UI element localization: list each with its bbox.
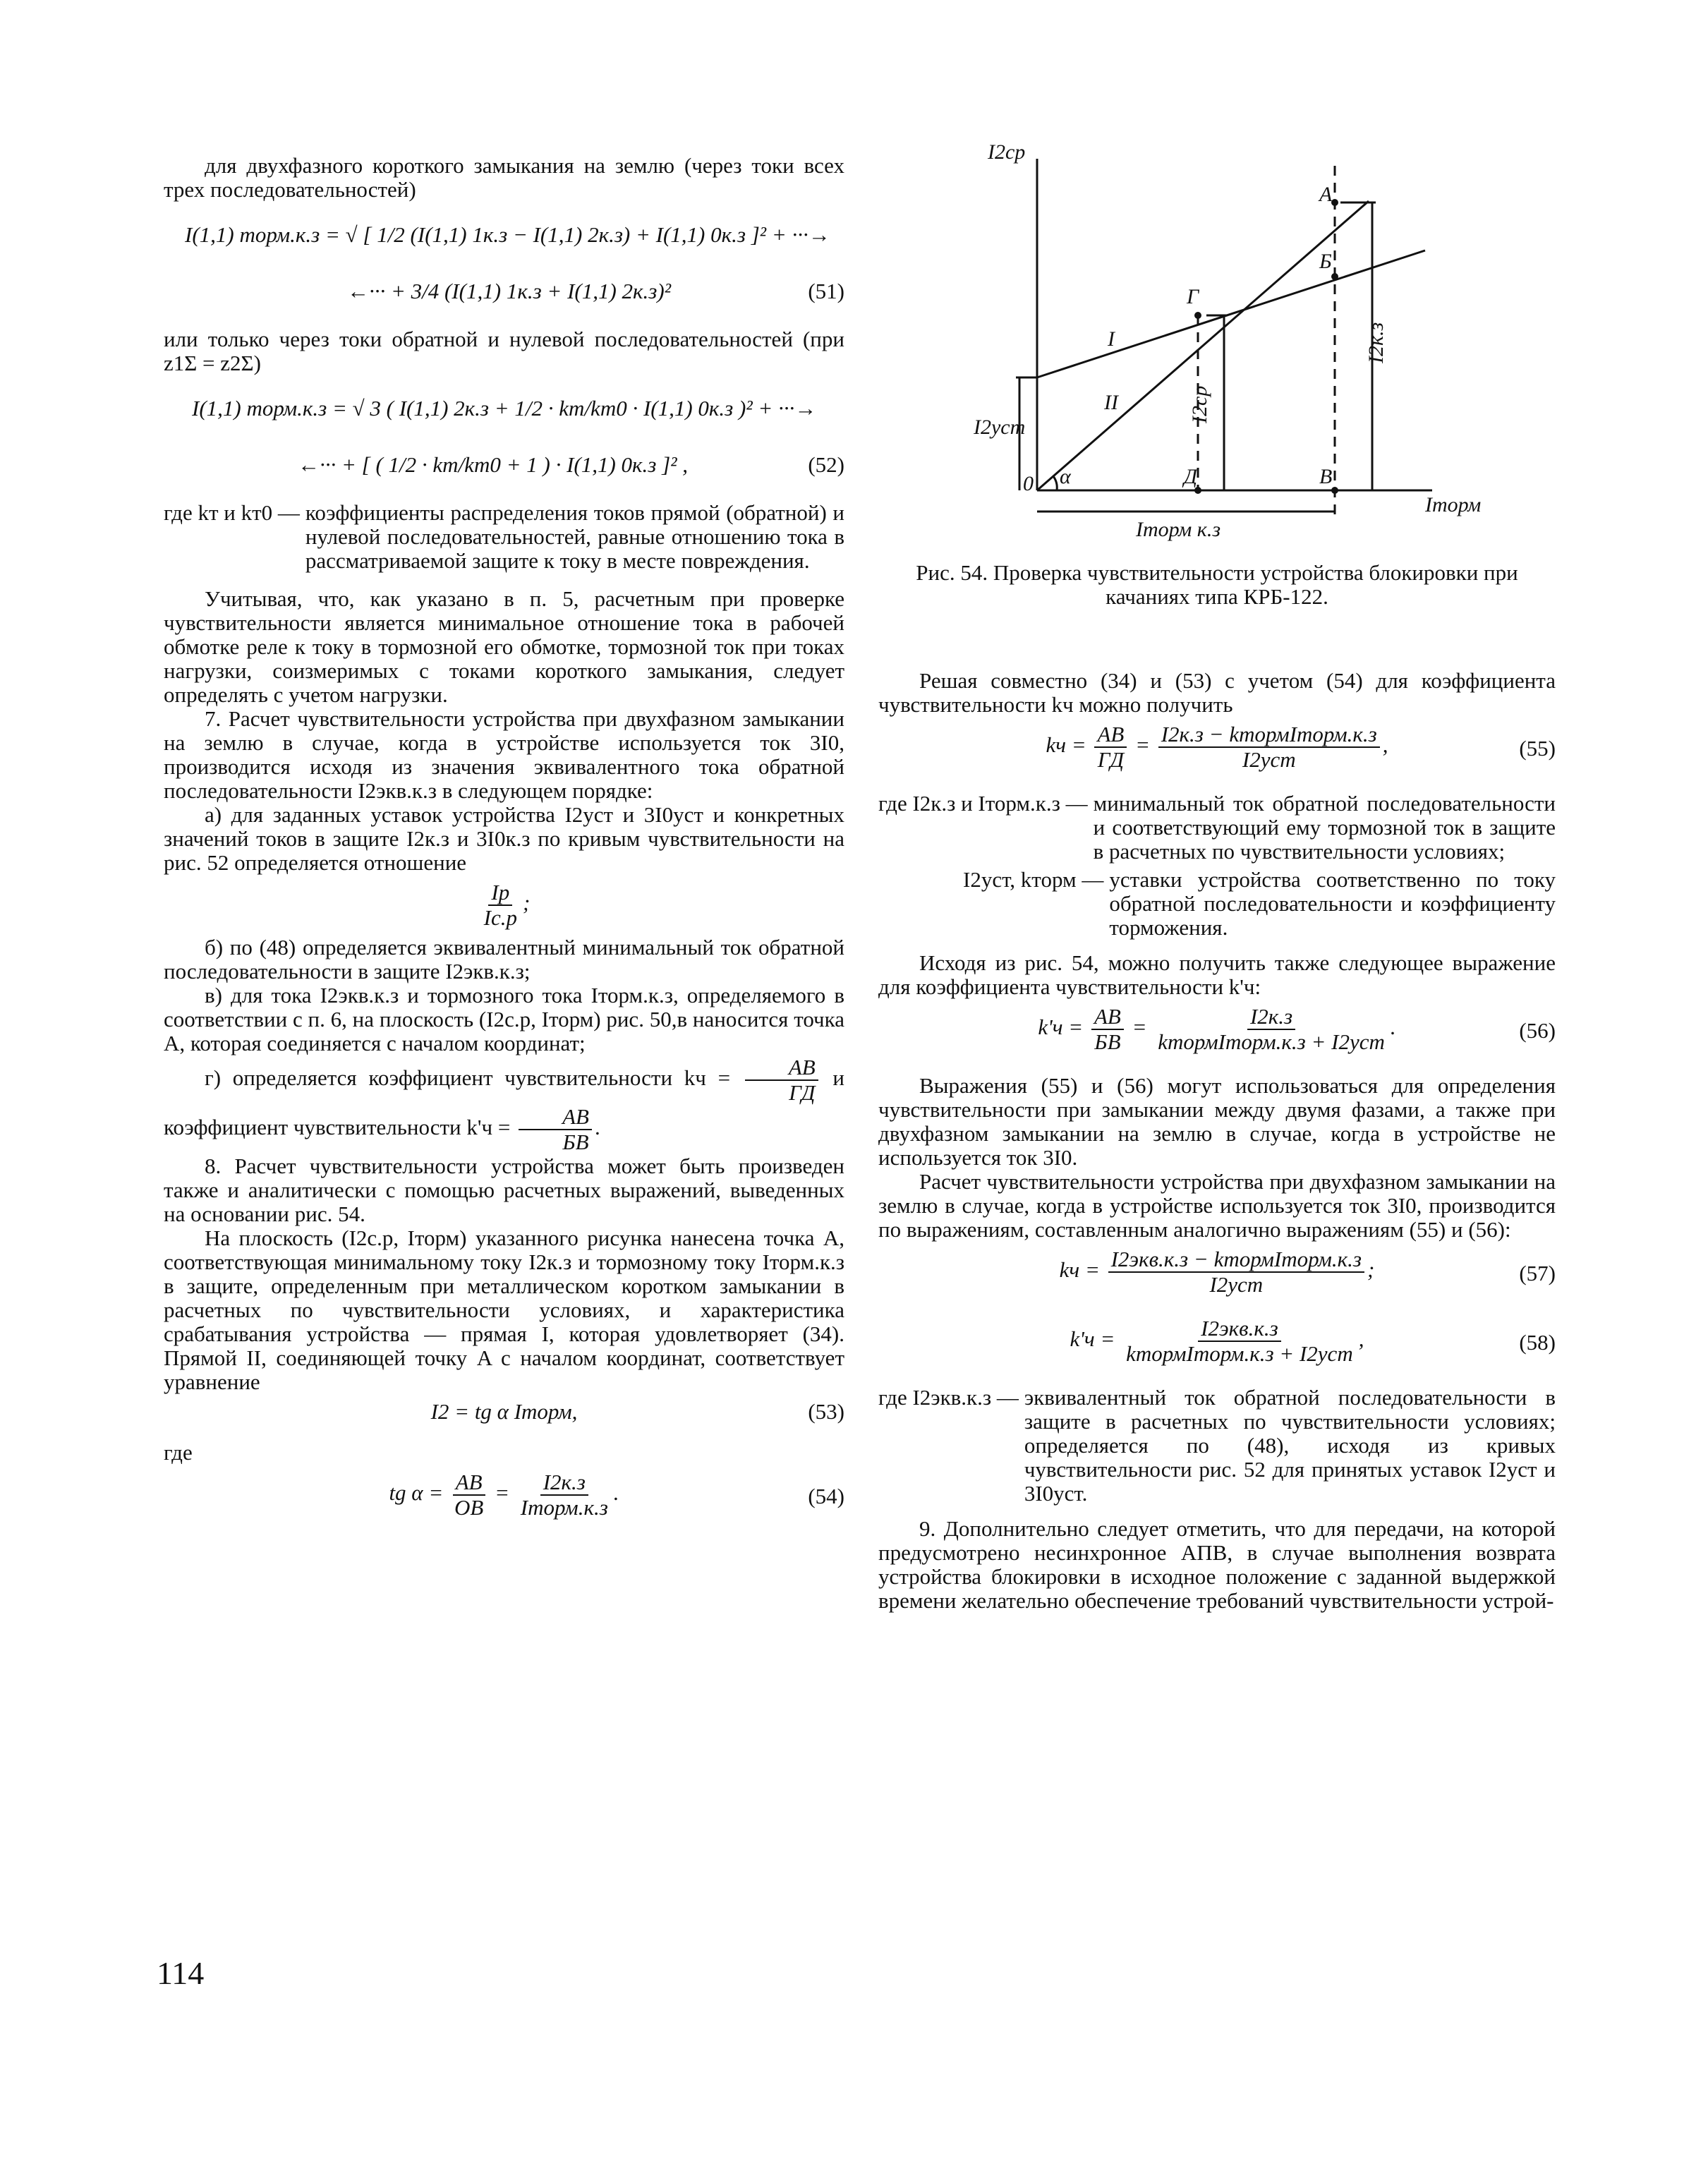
paragraph: 7. Расчет чувствительности устройства при двухфазном замыкании на землю в случае, когда в устройстве используется ток 3I0, производится исходя из значения эквивалентного тока обратной последовательности I2экв.к.з в следующем порядке: bbox=[164, 706, 844, 803]
equation-number: (58) bbox=[1519, 1330, 1556, 1355]
equals-sign: = bbox=[1132, 1015, 1147, 1040]
y-axis-label: I2ср bbox=[988, 140, 1026, 164]
paragraph bbox=[164, 1055, 844, 1154]
line-II bbox=[1037, 201, 1369, 490]
x-axis-label: Iторм bbox=[1425, 493, 1482, 516]
equation-51 bbox=[164, 216, 844, 322]
line-I-label: I bbox=[1108, 327, 1115, 351]
equation-lhs: k'ч = bbox=[1038, 1015, 1084, 1040]
point-V-marker bbox=[1331, 487, 1338, 494]
point-A-marker bbox=[1331, 199, 1338, 206]
equals-sign: = bbox=[495, 1480, 509, 1506]
fraction-denominator: OB bbox=[454, 1495, 484, 1520]
point-B-label: Б bbox=[1319, 250, 1332, 273]
paragraph: 8. Расчет чувствительности устройства может быть произведен также и аналитически с помощью расчетных выражений, выведенных на основании рис. 54. bbox=[164, 1154, 844, 1226]
definition bbox=[164, 501, 844, 573]
origin-label: 0 bbox=[1023, 472, 1034, 495]
equation-number: (54) bbox=[808, 1484, 844, 1508]
text-run: , bbox=[1382, 732, 1388, 758]
equation-line: I2 = tg α Iторм, bbox=[430, 1399, 578, 1424]
page-number: 114 bbox=[157, 1955, 205, 1991]
text-run: и коэффициент чувствительности k'ч = bbox=[164, 1065, 845, 1140]
paragraph: 9. Дополнительно следует отметить, что для передачи, на которой предусмотрено несинхронное АПВ, в случае выполнения возврата устройства блокировки в исходное положение с заданной выдержкой времени желательно обеспечение требований чувствительности устрой- bbox=[878, 1516, 1556, 1613]
equation-number: (56) bbox=[1519, 1018, 1556, 1043]
point-G-label: Г bbox=[1187, 285, 1199, 308]
equation-number: (57) bbox=[1519, 1261, 1556, 1285]
fraction-denominator: kтормIторм.к.з + I2уст bbox=[1126, 1341, 1353, 1366]
fraction-denominator: ГД bbox=[789, 1080, 816, 1105]
definition-term: I2уст, kторм — bbox=[963, 867, 1104, 892]
fraction-denominator: ГД bbox=[1097, 747, 1125, 772]
definition-text: уставки устройства соответственно по току обратной последовательности и коэффициенту торможения. bbox=[1109, 867, 1556, 940]
definition bbox=[878, 1386, 1556, 1506]
equation-number: (53) bbox=[808, 1399, 844, 1424]
equation-number: (55) bbox=[1519, 736, 1556, 761]
definition-term: где I2к.з и Iторм.к.з — bbox=[878, 791, 1088, 816]
paragraph: Решая совместно (34) и (53) с учетом (54) для коэффициента чувствительности kч можно получить bbox=[878, 668, 1556, 717]
equation-number: (52) bbox=[808, 452, 844, 477]
fraction-numerator: AB bbox=[519, 1105, 592, 1130]
figure-caption: Рис. 54. Проверка чувствительности устройства блокировки при качаниях типа КРБ-122. bbox=[916, 560, 1518, 609]
definition-text: коэффициенты распределения токов прямой (обратной) и нулевой последовательностей, равные отношению тока в рассматриваемой защите к току в месте повреждения. bbox=[305, 500, 844, 573]
definition bbox=[878, 792, 1556, 864]
figure-54-diagram bbox=[974, 138, 1482, 547]
fraction-numerator: I2к.з bbox=[1247, 1005, 1295, 1030]
definition-text: эквивалентный ток обратной последовательности в защите в расчетных по чувствительности условиях; определяется по (48), исходя из кривых чувствительности рис. 52 для принятых уставок I2уст и 3I0уст. bbox=[1024, 1385, 1556, 1506]
fraction-numerator: I2экв.к.з bbox=[1198, 1317, 1281, 1342]
fraction-numerator: I2к.з bbox=[540, 1470, 588, 1496]
text-run: . bbox=[613, 1480, 619, 1506]
i2sr-label: I2ср bbox=[1188, 385, 1211, 423]
fraction-numerator: AB bbox=[453, 1470, 485, 1496]
alpha-label: α bbox=[1060, 465, 1071, 488]
paragraph: где bbox=[164, 1440, 193, 1465]
fraction-numerator: AB bbox=[1094, 722, 1127, 748]
paragraph: для двухфазного короткого замыкания на землю (через токи всех трех последовательностей) bbox=[164, 153, 844, 202]
point-V-label: В bbox=[1319, 465, 1333, 488]
fraction-denominator: Iс.р bbox=[483, 905, 517, 930]
equation-58 bbox=[878, 1317, 1556, 1380]
equation-line: I(1,1) торм.к.з = √ [ 1/2 (I(1,1) 1к.з − I(1,1) 2к.з) + I(1,1) 0к.з ]² + ···→ bbox=[185, 222, 830, 247]
definition bbox=[878, 868, 1556, 940]
point-A-label: A bbox=[1319, 183, 1333, 206]
equation-53 bbox=[164, 1400, 844, 1435]
equation-line: ←··· + 3/4 (I(1,1) 1к.з + I(1,1) 2к.з)² bbox=[347, 279, 672, 303]
text-run: , bbox=[1358, 1326, 1364, 1352]
point-G-marker bbox=[1194, 312, 1201, 319]
fraction-denominator: БВ bbox=[562, 1130, 589, 1154]
point-D-label: Д bbox=[1184, 465, 1198, 488]
paragraph: б) по (48) определяется эквивалентный минимальный ток обратной последовательности в защите I2экв.к.з; bbox=[164, 935, 844, 984]
paragraph: в) для тока I2экв.к.з и тормозного тока Iторм.к.з, определяемого в соответствии с п. 6, на плоскость (I2с.р, Iторм) рис. 50,в наносится точка A, которая соединяется с началом координат; bbox=[164, 983, 844, 1055]
equation-lhs: tg α = bbox=[389, 1480, 444, 1506]
line-II-label: II bbox=[1104, 391, 1118, 414]
paragraph: Учитывая, что, как указано в п. 5, расчетным при проверке чувствительности является минимальное отношение тока в рабочей обмотке реле к току в тормозной его обмотке, тормозной ток при токах нагрузки, соизмеримых с токами короткого замыкания, следует определять с учетом нагрузки. bbox=[164, 586, 844, 707]
text-run: г) определяется коэффициент чувствительности kч = bbox=[205, 1065, 731, 1091]
equation-number: (51) bbox=[808, 279, 844, 303]
fraction-numerator: I2экв.к.з − kтормIторм.к.з bbox=[1108, 1247, 1364, 1273]
equation-line: ←··· + [ ( 1/2 · kт/kт0 + 1 ) · I(1,1) 0к.з ]² , bbox=[298, 452, 688, 477]
equation-57 bbox=[878, 1247, 1556, 1311]
equation-54 bbox=[164, 1470, 844, 1527]
itorm-kz-label: Iторм к.з bbox=[1136, 518, 1221, 541]
paragraph: Исходя из рис. 54, можно получить также следующее выражение для коэффициента чувствительности k'ч: bbox=[878, 950, 1556, 999]
paragraph: Расчет чувствительности устройства при двухфазном замыкании на землю в случае, когда в устройстве используется ток 3I0, производится по выражениям, составленным аналогично выражениям (55) и (56): bbox=[878, 1169, 1556, 1242]
definition-term: где I2экв.к.з — bbox=[878, 1385, 1019, 1410]
text-run: . bbox=[594, 1115, 600, 1140]
paragraph: а) для заданных уставок устройства I2уст и 3I0уст и конкретных значений токов в защите I2к.з и 3I0к.з по кривым чувствительности на рис. 52 определяется отношение bbox=[164, 802, 844, 875]
point-B-marker bbox=[1331, 273, 1338, 280]
fraction-punct: ; bbox=[523, 890, 531, 916]
paragraph: Выражения (55) и (56) могут использоваться для определения чувствительности при замыкании между двумя фазами, а также при двухфазном замыкании на землю в случае, когда в устройстве не используется ток 3I0. bbox=[878, 1073, 1556, 1170]
angle-arc bbox=[1053, 476, 1057, 490]
fraction-denominator: kтормIторм.к.з + I2уст bbox=[1158, 1029, 1385, 1054]
equals-sign: = bbox=[1135, 732, 1150, 758]
i2kz-label: I2к.з bbox=[1364, 322, 1388, 363]
fraction-denominator: I2уст bbox=[1209, 1272, 1264, 1297]
fraction-denominator: Iторм.к.з bbox=[520, 1495, 608, 1520]
fraction-denominator: I2уст bbox=[1242, 747, 1296, 772]
fraction-numerator: Iр bbox=[488, 881, 512, 906]
fraction-numerator: AB bbox=[1091, 1005, 1124, 1030]
equation-55 bbox=[878, 722, 1556, 786]
equation-56 bbox=[878, 1005, 1556, 1068]
text-run: ; bbox=[1367, 1257, 1375, 1283]
ratio-fraction bbox=[164, 881, 844, 930]
equation-lhs: kч = bbox=[1059, 1257, 1100, 1283]
text-run: . bbox=[1390, 1015, 1396, 1040]
i2ust-label: I2уст bbox=[974, 416, 1026, 439]
fraction-numerator: AB bbox=[745, 1055, 818, 1081]
paragraph: или только через токи обратной и нулевой последовательностей (при z1Σ = z2Σ) bbox=[164, 327, 844, 375]
left-column bbox=[164, 154, 844, 1532]
definition-term: где kт и kт0 — bbox=[164, 500, 300, 525]
definition-text: минимальный ток обратной последовательности и соответствующий ему тормозной ток в защите в расчетных по чувствительности условиях; bbox=[1093, 791, 1556, 864]
paragraph: На плоскость (I2с.р, Iторм) указанного рисунка нанесена точка A, соответствующая минимальному току I2к.з и тормозному току Iторм.к.з в защите, определенным при металлическом коротком замыкании в расчетных по чувствительности условиях, и характеристика срабатывания устройства — прямая I, которая удовлетворяет (34). Прямой II, соединяющей точку A с началом координат, соответствует уравнение bbox=[164, 1226, 844, 1394]
fraction-numerator: I2к.з − kтормIторм.к.з bbox=[1158, 722, 1380, 748]
fraction-denominator: БВ bbox=[1094, 1029, 1121, 1054]
equation-52 bbox=[164, 389, 844, 495]
equation-lhs: kч = bbox=[1046, 732, 1086, 758]
right-column bbox=[878, 669, 1556, 1613]
equation-lhs: k'ч = bbox=[1070, 1326, 1115, 1352]
equation-line: I(1,1) торм.к.з = √ 3 ( I(1,1) 2к.з + 1/2 · kт/kт0 · I(1,1) 0к.з )² + ···→ bbox=[192, 396, 817, 421]
